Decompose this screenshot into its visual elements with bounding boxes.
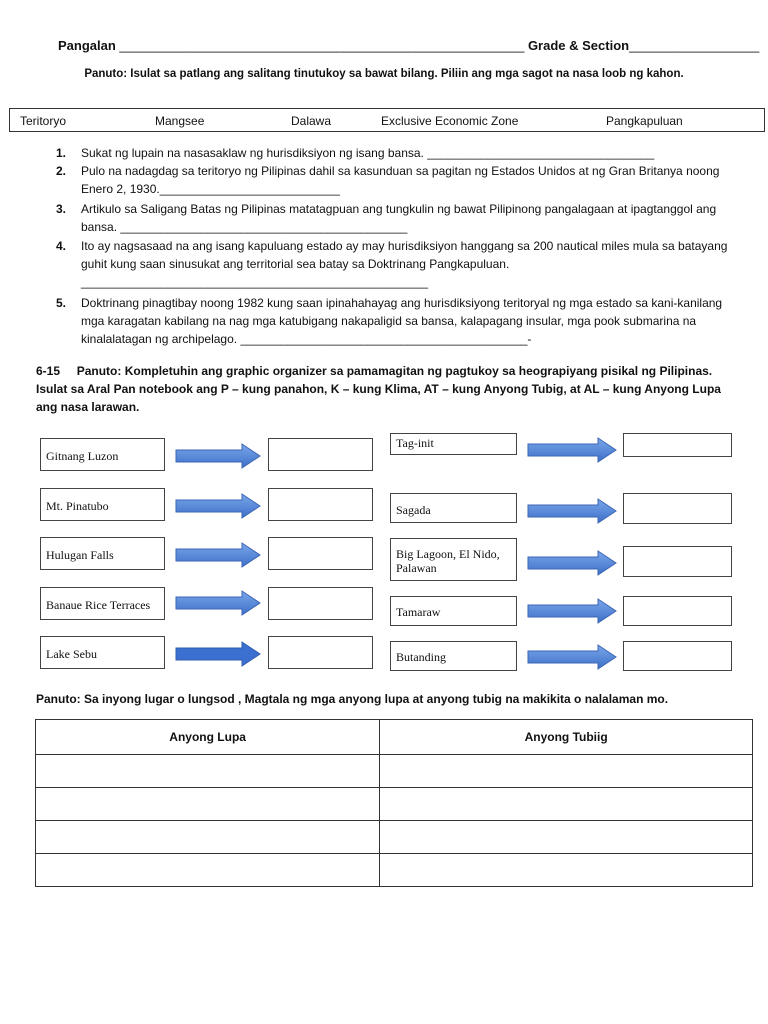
- table-row: [36, 755, 753, 788]
- organizer-item-hulugan-falls: Hulugan Falls: [40, 537, 165, 570]
- table-cell[interactable]: [380, 854, 753, 887]
- organizer-item-tag-init: Tag-init: [390, 433, 517, 455]
- arrow-right-icon: [526, 643, 618, 671]
- answer-box[interactable]: [623, 641, 732, 671]
- organizer-item-lake-sebu: Lake Sebu: [40, 636, 165, 669]
- table-cell[interactable]: [36, 821, 380, 854]
- arrow-right-icon: [526, 497, 618, 525]
- word-bank-item: Dalawa: [291, 114, 332, 128]
- answer-box[interactable]: [268, 587, 373, 620]
- answer-box[interactable]: [268, 537, 373, 570]
- table-cell[interactable]: [36, 788, 380, 821]
- table-cell[interactable]: [380, 821, 753, 854]
- grade-section-blank[interactable]: __________________: [629, 38, 760, 53]
- organizer-item-mt-pinatubo: Mt. Pinatubo: [40, 488, 165, 521]
- question-text: Doktrinang pinagtibay noong 1982 kung saan ipinahahayag ang hurisdiksiyong teritoryal ng mga estado sa kani-kanilang mga karagatan kabilang na nag mga katubigang nakapaligid sa bansa, kalapagang insular, mga pook submarina na kinalalatagan ng archipelago. ___________________________________________-: [81, 296, 723, 346]
- table-header-row: [36, 720, 753, 755]
- column-header-anyong-tubig: Anyong Tubiig: [380, 720, 753, 755]
- word-bank-item: Teritoryo: [20, 114, 67, 128]
- organizer-item-big-lagoon: Big Lagoon, El Nido, Palawan: [390, 538, 517, 581]
- answer-box[interactable]: [268, 438, 373, 471]
- question-number: 1.: [56, 146, 67, 160]
- name-blank[interactable]: ________________________________________________________: [119, 38, 525, 53]
- table-cell[interactable]: [380, 788, 753, 821]
- table-cell[interactable]: [36, 755, 380, 788]
- arrow-right-icon: [526, 436, 618, 464]
- table-cell[interactable]: [380, 755, 753, 788]
- organizer-item-sagada: Sagada: [390, 493, 517, 523]
- organizer-item-banaue-rice-terraces: Banaue Rice Terraces: [40, 587, 165, 620]
- organizer-item-butanding: Butanding: [390, 641, 517, 671]
- part2-number-range: 6-15: [36, 364, 61, 378]
- question-number: 4.: [56, 239, 67, 253]
- table-cell[interactable]: [36, 854, 380, 887]
- answer-box[interactable]: [623, 433, 732, 457]
- answer-box[interactable]: [268, 488, 373, 521]
- question-text: Pulo na nadagdag sa teritoryo ng Pilipinas dahil sa kasunduan sa pagitan ng Estados Unidos at ng Gran Britanya noong Enero 2, 1930.___________________________: [81, 164, 720, 196]
- arrow-right-icon: [526, 597, 618, 625]
- question-text: Ito ay nagsasaad na ang isang kapuluang estado ay may hurisdiksiyon hanggang sa 200 nautical miles mula sa batayang guhit kung saan sinusukat ang territorial sea batay sa Doktrinang Pangkapuluan. ____________________________________________________: [81, 239, 728, 289]
- table-row: [36, 821, 753, 854]
- word-bank-item: Exclusive Economic Zone: [381, 114, 519, 128]
- name-label: Pangalan: [58, 38, 116, 53]
- grade-section-label: Grade & Section: [527, 38, 630, 53]
- word-bank-item: Mangsee: [155, 114, 205, 128]
- arrow-right-icon: [174, 541, 262, 569]
- answer-box[interactable]: [623, 596, 732, 626]
- landform-waterform-table: [35, 719, 753, 887]
- part2-instruction-text: Panuto: Kompletuhin ang graphic organizer sa pamamagitan ng pagtukoy sa heograpiyang pisikal ng Pilipinas. Isulat sa Aral Pan notebook ang P – kung panahon, K – kung Klima, AT – kung Anyong Tubig, at AL – kung Anyong Lupa ang nasa larawan.: [36, 364, 721, 414]
- arrow-right-icon: [526, 549, 618, 577]
- table-row: [36, 854, 753, 887]
- answer-box[interactable]: [623, 546, 732, 577]
- question-text: Artikulo sa Saligang Batas ng Pilipinas matatagpuan ang tungkulin ng bawat Pilipinong pangalagaan at ipagtanggol ang bansa. ___________________________________________: [81, 202, 717, 234]
- question-5: [58, 294, 738, 348]
- arrow-right-icon: [174, 640, 262, 668]
- question-1: [58, 144, 738, 162]
- question-2: [58, 162, 738, 198]
- part1-instruction: Panuto: Isulat sa patlang ang salitang tinutukoy sa bawat bilang. Piliin ang mga sagot na nasa loob ng kahon.: [84, 68, 684, 80]
- arrow-right-icon: [174, 589, 262, 617]
- question-4: [58, 237, 738, 291]
- organizer-item-gitnang-luzon: Gitnang Luzon: [40, 438, 165, 471]
- column-header-anyong-lupa: Anyong Lupa: [36, 720, 380, 755]
- question-number: 3.: [56, 202, 67, 216]
- question-number: 5.: [56, 296, 67, 310]
- answer-box[interactable]: [623, 493, 732, 524]
- question-text: Sukat ng lupain na nasasaklaw ng hurisdiksiyon ng isang bansa. __________________________________: [81, 146, 655, 160]
- arrow-right-icon: [174, 492, 262, 520]
- word-bank-item: Pangkapuluan: [606, 114, 683, 128]
- arrow-right-icon: [174, 442, 262, 470]
- header-line: [58, 38, 759, 53]
- word-bank-box: [9, 108, 765, 132]
- part3-instruction: Panuto: Sa inyong lugar o lungsod , Magtala ng mga anyong lupa at anyong tubig na makikita o nalalaman mo.: [36, 692, 669, 706]
- question-number: 2.: [56, 164, 67, 178]
- table-row: [36, 788, 753, 821]
- question-3: [58, 200, 738, 236]
- answer-box[interactable]: [268, 636, 373, 669]
- part2-instruction: [36, 362, 736, 416]
- organizer-item-tamaraw: Tamaraw: [390, 596, 517, 626]
